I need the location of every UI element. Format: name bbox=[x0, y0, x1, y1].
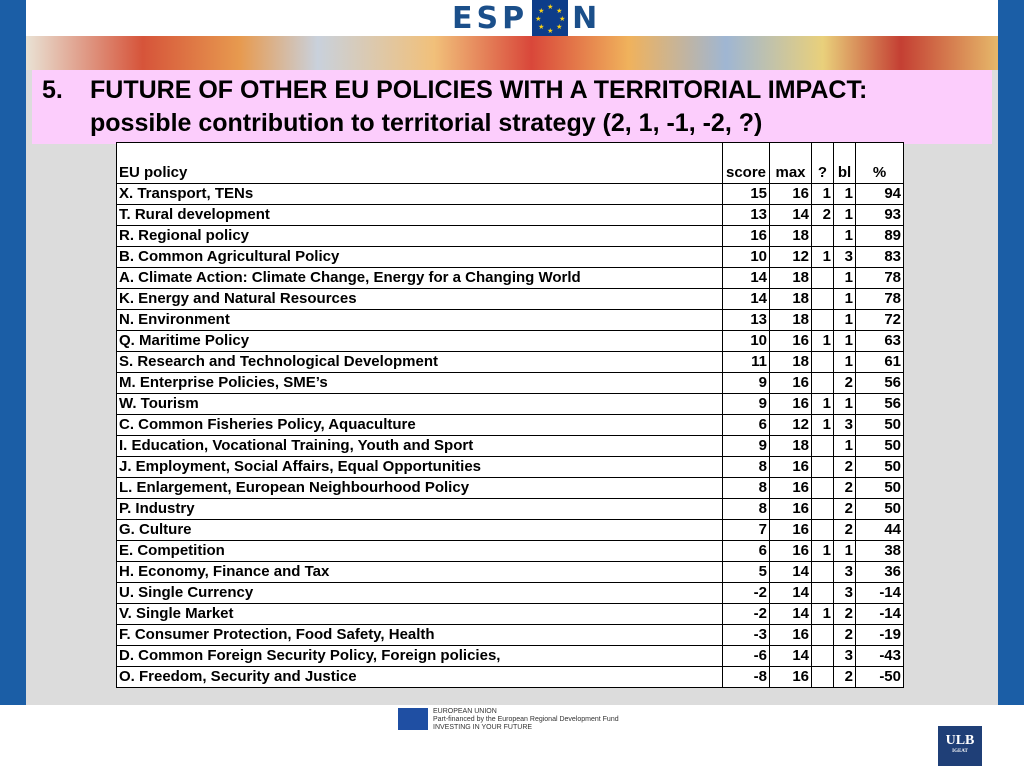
percent-cell: 78 bbox=[856, 289, 904, 310]
question-cell bbox=[812, 436, 834, 457]
score-cell: 7 bbox=[723, 520, 770, 541]
max-cell: 14 bbox=[770, 583, 812, 604]
question-cell: 1 bbox=[812, 415, 834, 436]
table-row bbox=[117, 226, 904, 247]
percent-cell: 50 bbox=[856, 499, 904, 520]
table-row bbox=[117, 331, 904, 352]
table-row bbox=[117, 667, 904, 688]
eu-line-3: INVESTING IN YOUR FUTURE bbox=[433, 724, 533, 731]
policy-cell: F. Consumer Protection, Food Safety, Health bbox=[117, 625, 723, 646]
table-row bbox=[117, 541, 904, 562]
max-cell: 16 bbox=[770, 625, 812, 646]
bl-cell: 1 bbox=[834, 394, 856, 415]
max-cell: 18 bbox=[770, 226, 812, 247]
question-cell: 1 bbox=[812, 184, 834, 205]
question-cell: 1 bbox=[812, 541, 834, 562]
policy-cell: A. Climate Action: Climate Change, Energy for a Changing World bbox=[117, 268, 723, 289]
max-cell: 18 bbox=[770, 289, 812, 310]
table-row bbox=[117, 415, 904, 436]
bl-cell: 1 bbox=[834, 184, 856, 205]
title-number: 5. bbox=[42, 76, 63, 104]
question-cell bbox=[812, 310, 834, 331]
score-cell: 14 bbox=[723, 268, 770, 289]
question-cell bbox=[812, 268, 834, 289]
bl-cell: 1 bbox=[834, 541, 856, 562]
table-row bbox=[117, 499, 904, 520]
max-cell: 14 bbox=[770, 604, 812, 625]
table-row bbox=[117, 625, 904, 646]
header-question: ? bbox=[812, 143, 834, 184]
table-row bbox=[117, 457, 904, 478]
question-cell bbox=[812, 562, 834, 583]
max-cell: 16 bbox=[770, 457, 812, 478]
policy-table bbox=[116, 142, 904, 688]
policy-cell: I. Education, Vocational Training, Youth and Sport bbox=[117, 436, 723, 457]
percent-cell: 89 bbox=[856, 226, 904, 247]
bl-cell: 3 bbox=[834, 562, 856, 583]
score-cell: 10 bbox=[723, 331, 770, 352]
header-max: max bbox=[770, 143, 812, 184]
bl-cell: 3 bbox=[834, 247, 856, 268]
max-cell: 12 bbox=[770, 247, 812, 268]
header-bl: bl bbox=[834, 143, 856, 184]
percent-cell: -50 bbox=[856, 667, 904, 688]
bl-cell: 1 bbox=[834, 352, 856, 373]
percent-cell: 36 bbox=[856, 562, 904, 583]
table-row bbox=[117, 562, 904, 583]
left-blue-bar bbox=[0, 0, 26, 740]
table-row bbox=[117, 184, 904, 205]
percent-cell: -14 bbox=[856, 604, 904, 625]
question-cell bbox=[812, 583, 834, 604]
percent-cell: 93 bbox=[856, 205, 904, 226]
max-cell: 14 bbox=[770, 205, 812, 226]
score-cell: 11 bbox=[723, 352, 770, 373]
percent-cell: 44 bbox=[856, 520, 904, 541]
percent-cell: 38 bbox=[856, 541, 904, 562]
policy-cell: E. Competition bbox=[117, 541, 723, 562]
score-cell: 9 bbox=[723, 394, 770, 415]
table-row bbox=[117, 352, 904, 373]
bl-cell: 2 bbox=[834, 625, 856, 646]
max-cell: 16 bbox=[770, 394, 812, 415]
score-cell: 6 bbox=[723, 541, 770, 562]
percent-cell: 61 bbox=[856, 352, 904, 373]
max-cell: 16 bbox=[770, 520, 812, 541]
table-row bbox=[117, 646, 904, 667]
policy-cell: W. Tourism bbox=[117, 394, 723, 415]
logo-right-text: N bbox=[572, 0, 602, 36]
score-cell: 15 bbox=[723, 184, 770, 205]
max-cell: 16 bbox=[770, 541, 812, 562]
policy-cell: B. Common Agricultural Policy bbox=[117, 247, 723, 268]
eu-funding-text bbox=[433, 708, 619, 732]
bl-cell: 1 bbox=[834, 289, 856, 310]
percent-cell: 63 bbox=[856, 331, 904, 352]
max-cell: 14 bbox=[770, 562, 812, 583]
question-cell: 1 bbox=[812, 394, 834, 415]
score-cell: -2 bbox=[723, 583, 770, 604]
percent-cell: 94 bbox=[856, 184, 904, 205]
policy-cell: H. Economy, Finance and Tax bbox=[117, 562, 723, 583]
policy-cell: V. Single Market bbox=[117, 604, 723, 625]
title-line-1: FUTURE OF OTHER EU POLICIES WITH A TERRITORIAL IMPACT: bbox=[90, 76, 868, 104]
bl-cell: 1 bbox=[834, 205, 856, 226]
policy-cell: J. Employment, Social Affairs, Equal Opportunities bbox=[117, 457, 723, 478]
policy-cell: S. Research and Technological Development bbox=[117, 352, 723, 373]
score-cell: -6 bbox=[723, 646, 770, 667]
percent-cell: 50 bbox=[856, 457, 904, 478]
bl-cell: 2 bbox=[834, 520, 856, 541]
bl-cell: 1 bbox=[834, 436, 856, 457]
policy-cell: K. Energy and Natural Resources bbox=[117, 289, 723, 310]
bl-cell: 1 bbox=[834, 268, 856, 289]
question-cell bbox=[812, 625, 834, 646]
table-row bbox=[117, 583, 904, 604]
bl-cell: 2 bbox=[834, 667, 856, 688]
question-cell bbox=[812, 478, 834, 499]
ulb-text: ULB bbox=[945, 733, 975, 748]
score-cell: 13 bbox=[723, 205, 770, 226]
question-cell bbox=[812, 373, 834, 394]
title-line-2: possible contribution to territorial strategy (2, 1, -1, -2, ?) bbox=[90, 109, 763, 137]
score-cell: 8 bbox=[723, 478, 770, 499]
policy-cell: T. Rural development bbox=[117, 205, 723, 226]
max-cell: 16 bbox=[770, 184, 812, 205]
bl-cell: 2 bbox=[834, 478, 856, 499]
question-cell bbox=[812, 646, 834, 667]
percent-cell: 83 bbox=[856, 247, 904, 268]
question-cell bbox=[812, 226, 834, 247]
table-row bbox=[117, 604, 904, 625]
percent-cell: 72 bbox=[856, 310, 904, 331]
question-cell: 1 bbox=[812, 247, 834, 268]
percent-cell: 78 bbox=[856, 268, 904, 289]
bl-cell: 1 bbox=[834, 310, 856, 331]
percent-cell: -43 bbox=[856, 646, 904, 667]
policy-cell: R. Regional policy bbox=[117, 226, 723, 247]
policy-cell: L. Enlargement, European Neighbourhood Policy bbox=[117, 478, 723, 499]
question-cell bbox=[812, 667, 834, 688]
table-row bbox=[117, 247, 904, 268]
map-banner bbox=[26, 36, 998, 70]
title-box bbox=[32, 70, 992, 144]
table-row bbox=[117, 289, 904, 310]
percent-cell: 50 bbox=[856, 436, 904, 457]
score-cell: 16 bbox=[723, 226, 770, 247]
score-cell: 10 bbox=[723, 247, 770, 268]
score-cell: 8 bbox=[723, 457, 770, 478]
score-cell: 9 bbox=[723, 436, 770, 457]
percent-cell: -14 bbox=[856, 583, 904, 604]
percent-cell: 50 bbox=[856, 415, 904, 436]
max-cell: 18 bbox=[770, 268, 812, 289]
question-cell bbox=[812, 289, 834, 310]
ulb-logo bbox=[938, 726, 982, 766]
table-row bbox=[117, 478, 904, 499]
bl-cell: 2 bbox=[834, 373, 856, 394]
table-row bbox=[117, 310, 904, 331]
eu-flag-icon bbox=[398, 708, 428, 730]
score-cell: -8 bbox=[723, 667, 770, 688]
eu-line-1: EUROPEAN UNION bbox=[433, 708, 497, 715]
table-row bbox=[117, 436, 904, 457]
question-cell bbox=[812, 499, 834, 520]
header-percent: % bbox=[856, 143, 904, 184]
espon-logo bbox=[452, 0, 601, 36]
max-cell: 18 bbox=[770, 436, 812, 457]
score-cell: 8 bbox=[723, 499, 770, 520]
percent-cell: 56 bbox=[856, 373, 904, 394]
policy-cell: D. Common Foreign Security Policy, Foreign policies, bbox=[117, 646, 723, 667]
max-cell: 16 bbox=[770, 331, 812, 352]
max-cell: 16 bbox=[770, 373, 812, 394]
score-cell: 6 bbox=[723, 415, 770, 436]
table-row bbox=[117, 205, 904, 226]
table-row bbox=[117, 373, 904, 394]
max-cell: 16 bbox=[770, 667, 812, 688]
score-cell: 9 bbox=[723, 373, 770, 394]
question-cell: 1 bbox=[812, 331, 834, 352]
header-score: score bbox=[723, 143, 770, 184]
max-cell: 14 bbox=[770, 646, 812, 667]
table-row bbox=[117, 268, 904, 289]
logo-left-text: ESP bbox=[452, 0, 529, 36]
policy-cell: U. Single Currency bbox=[117, 583, 723, 604]
percent-cell: 50 bbox=[856, 478, 904, 499]
right-blue-bar bbox=[998, 0, 1024, 740]
policy-cell: X. Transport, TENs bbox=[117, 184, 723, 205]
max-cell: 18 bbox=[770, 310, 812, 331]
percent-cell: -19 bbox=[856, 625, 904, 646]
score-cell: 5 bbox=[723, 562, 770, 583]
policy-cell: C. Common Fisheries Policy, Aquaculture bbox=[117, 415, 723, 436]
bl-cell: 2 bbox=[834, 457, 856, 478]
table-row bbox=[117, 394, 904, 415]
policy-cell: N. Environment bbox=[117, 310, 723, 331]
question-cell bbox=[812, 352, 834, 373]
max-cell: 16 bbox=[770, 499, 812, 520]
question-cell bbox=[812, 520, 834, 541]
policy-cell: Q. Maritime Policy bbox=[117, 331, 723, 352]
policy-cell: G. Culture bbox=[117, 520, 723, 541]
max-cell: 12 bbox=[770, 415, 812, 436]
policy-cell: M. Enterprise Policies, SME’s bbox=[117, 373, 723, 394]
score-cell: 13 bbox=[723, 310, 770, 331]
eu-line-2: Part-financed by the European Regional Development Fund bbox=[433, 716, 619, 723]
bl-cell: 3 bbox=[834, 583, 856, 604]
bl-cell: 1 bbox=[834, 331, 856, 352]
percent-cell: 56 bbox=[856, 394, 904, 415]
bl-cell: 2 bbox=[834, 499, 856, 520]
policy-cell: P. Industry bbox=[117, 499, 723, 520]
score-cell: -2 bbox=[723, 604, 770, 625]
question-cell: 1 bbox=[812, 604, 834, 625]
bl-cell: 1 bbox=[834, 226, 856, 247]
ulb-subtext: IGEAT bbox=[952, 749, 968, 754]
question-cell: 2 bbox=[812, 205, 834, 226]
bl-cell: 3 bbox=[834, 646, 856, 667]
table-header-row bbox=[117, 143, 904, 184]
question-cell bbox=[812, 457, 834, 478]
score-cell: -3 bbox=[723, 625, 770, 646]
table-row bbox=[117, 520, 904, 541]
bl-cell: 3 bbox=[834, 415, 856, 436]
max-cell: 18 bbox=[770, 352, 812, 373]
bl-cell: 2 bbox=[834, 604, 856, 625]
policy-cell: O. Freedom, Security and Justice bbox=[117, 667, 723, 688]
header-eu-policy: EU policy bbox=[117, 143, 723, 184]
max-cell: 16 bbox=[770, 478, 812, 499]
eu-stars-icon: ★ ★ ★ ★ ★ ★ ★ ★ bbox=[532, 0, 568, 36]
score-cell: 14 bbox=[723, 289, 770, 310]
